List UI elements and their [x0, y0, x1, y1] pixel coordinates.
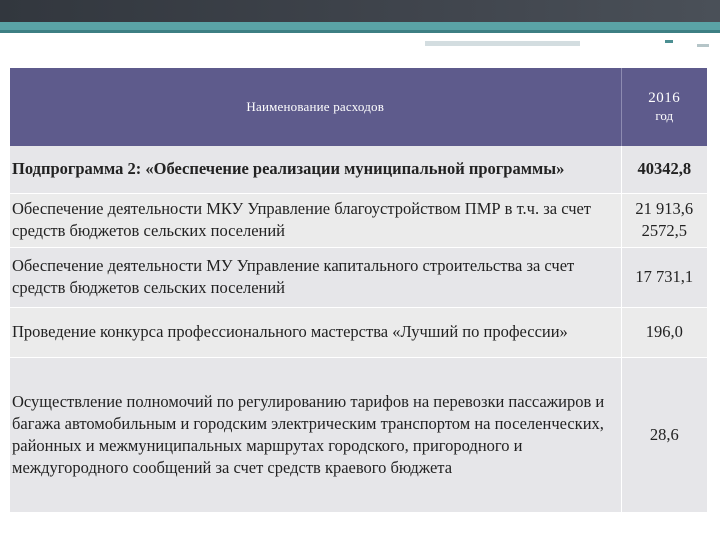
- row-value: 40342,8: [637, 159, 692, 179]
- table-row: [10, 357, 707, 512]
- row-value: 28,6: [621, 357, 707, 512]
- row-name: Осуществление полномочий по регулированию тарифов на перевозки пассажиров и багажа автомобильным и городским электрическим транспортом на поселенческих, районных и межмуниципальных маршрутах городского, пригородного и междугородного сообщений за счет средств краевого бюджета: [10, 357, 621, 512]
- row-value: 17 731,1: [621, 247, 707, 307]
- accent-stripe-edge: [0, 30, 720, 33]
- table-row: [10, 307, 707, 357]
- row-name: Обеспечение деятельности МКУ Управление благоустройством ПМР в т.ч. за счет средств бюджетов сельских поселений: [10, 193, 621, 247]
- header-year-unit: год: [655, 108, 674, 123]
- header-expense-name: Наименование расходов: [10, 68, 621, 146]
- decor-bar: [425, 41, 580, 46]
- table-row: [10, 146, 707, 193]
- row-value-total: 21 913,6: [635, 199, 694, 218]
- decor-tick: [665, 40, 673, 43]
- decor-tick-2: [697, 44, 709, 47]
- table-row: [10, 247, 707, 307]
- row-name: Проведение конкурса профессионального мастерства «Лучший по профессии»: [10, 307, 621, 357]
- header-year-value: 2016: [648, 90, 681, 106]
- accent-stripe: [0, 22, 720, 30]
- expenses-table: [10, 68, 707, 512]
- top-banner: [0, 0, 720, 22]
- row-value: 196,0: [621, 307, 707, 357]
- row-value-sub: 2572,5: [641, 221, 687, 240]
- row-value: [621, 193, 707, 247]
- header-year: [621, 68, 707, 146]
- table-row: [10, 193, 707, 247]
- table-header-row: [10, 68, 707, 146]
- row-name: Подпрограмма 2: «Обеспечение реализации муниципальной программы»: [10, 146, 621, 193]
- row-name: Обеспечение деятельности МУ Управление капитального строительства за счет средств бюджетов сельских поселений: [10, 247, 621, 307]
